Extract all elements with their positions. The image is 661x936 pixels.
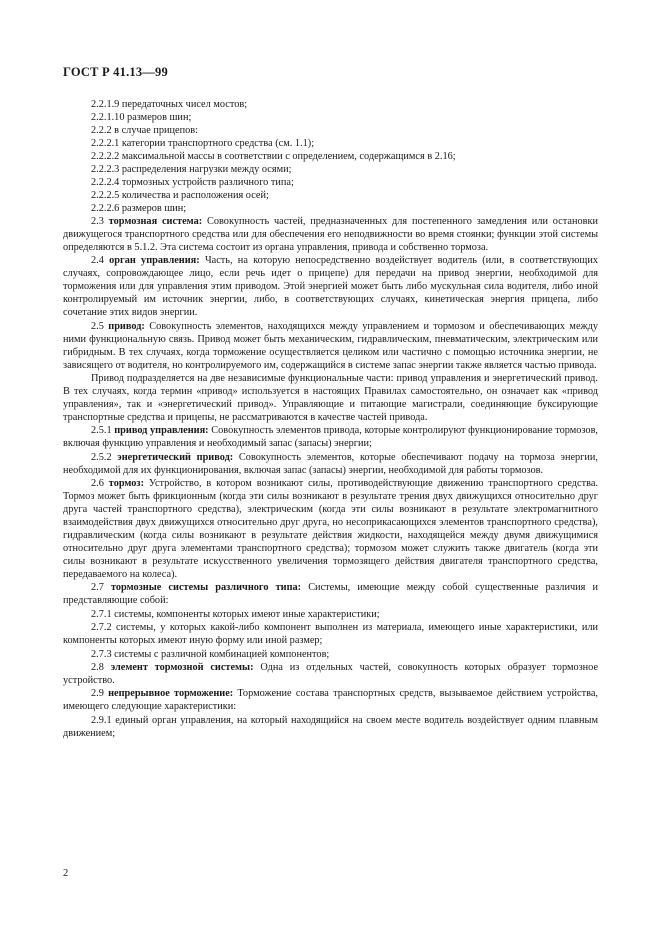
page-number: 2 [63,868,69,879]
defined-term: энергетический привод: [117,451,234,463]
defined-term: привод: [108,320,145,332]
clause-2-8 [63,662,598,688]
clause-2-3 [63,216,598,255]
definition-text: Совокупность элементов привода, которые контролируют функционирование тормозов, включая функцию управления и необходимый запас (запасы) энергии; [63,425,599,450]
clause-2-2-2-3: 2.2.2.3 распределения нагрузки между осями; [91,163,292,175]
definition-text: Совокупность частей, предназначенных для постепенного замедления или остановки движущегося транспортного средства или для обеспечения его неподвижности во время стоянки; функции этой системы определяются в 5.1.2. Эта система состоит из органа управления, привода и собственно тормоза. [63,216,598,253]
clause-number: 2.4 [91,255,104,267]
defined-term: тормозная система: [108,216,203,228]
definition-text: Устройство, в котором возникают силы, противодействующие движению транспортного средства. Тормоз может быть фрикционным (когда эти силы возникают в результате трения двух движущихся относительно друг друга частей транспортного средства), электрическим (когда эти силы возникают в результате электромагнитного взаимодействия двух движущихся относительно друг друга, но несоприкасающихся элементов транспортного средства), гидравлическим (когда силы возникают в результате действия жидкости, находящейся между двумя движущимися относительно друг друга элементами транспортного средства); тормозом может служить также двигатель (когда эти силы возникают в результате искусственного увеличения тормозящего действия двигателя транспортного средства, передаваемого на колеса). [63,478,598,580]
clause-number: 2.3 [91,216,104,228]
clause-2-2-2-1: 2.2.2.1 категории транспортного средства (см. 1.1); [91,137,315,149]
defined-term: непрерывное торможение: [108,688,234,700]
clause-2-7-2: 2.7.2 системы, у которых какой-либо компонент выполнен из материала, имеющего иные характеристики, или компоненты которых имеют иную форму или иной размер; [63,622,598,647]
clause-number: 2.5.2 [91,451,112,463]
clause-2-7-1: 2.7.1 системы, компоненты которых имеют иные характеристики; [91,608,380,620]
definition-text: Часть, на которую непосредственно воздействует водитель (или, в соответствующих случаях, сопровождающее лицо, если речь идет о прицепе) для передачи на привод энергии, необходимой для торможения или для управления этим приводом. Этой энергией может быть либо мускульная сила водителя, либо иной контролируемый им источник энергии, либо, в соответствующих случаях, кинетическая энергия прицепа, либо сочетание этих видов энергии. [63,255,599,319]
clause-number: 2.9 [91,688,104,700]
document-code-header: ГОСТ Р 41.13—99 [63,65,168,79]
definition-text: Одна из отдельных частей, совокупность которых образует тормозное устройство. [63,661,599,686]
defined-term: привод управления: [114,425,209,437]
clause-number: 2.5.1 [91,425,112,437]
clause-2-9-1: 2.9.1 единый орган управления, на который находящийся на своем месте водитель воздействует одним плавным движением; [63,714,598,739]
definition-text: Торможение состава транспортных средств, вызываемое действием устройства, имеющего следующие характеристики: [63,688,598,713]
clause-2-2-2: 2.2.2 в случае прицепов: [91,124,198,136]
clause-2-5 [63,321,598,373]
clause-number: 2.8 [91,661,104,673]
defined-term: элемент тормозной системы: [110,661,254,673]
defined-term: тормозные системы различного типа: [110,582,302,594]
clause-number: 2.6 [91,478,104,490]
clause-2-9 [63,688,598,714]
clause-2-7-3: 2.7.3 системы с различной комбинацией компонентов; [91,648,330,660]
defined-term: орган управления: [109,255,200,267]
clause-2-2-2-2: 2.2.2.2 максимальной массы в соответствии с определением, содержащимся в 2.16; [91,150,456,162]
clause-2-4 [63,255,598,320]
definition-text: Совокупность элементов, находящихся между управлением и тормозом и обеспечивающих между ними функциональную связь. Привод может быть механическим, гидравлическим, пневматическим, электрическим или гибридным. В тех случаях, когда торможение осуществляется целиком или частично с помощью источника энергии, не зависящего от водителя, но контролируемого им, содержащийся в системе запас энергии также является частью привода. [63,320,599,371]
definition-text: Совокупность элементов, которые обеспечивают подачу на тормоза энергии, необходимой для их функционирования, включая запас (запасы) энергии, необходимой для работы тормозов. [63,451,598,476]
clause-2-5-1 [63,425,598,451]
clause-2-7 [63,582,598,608]
clause-number: 2.7 [91,582,104,594]
document-body [63,99,598,741]
clause-2-2-1-10: 2.2.1.10 размеров шин; [91,111,192,123]
clause-2-6 [63,478,598,582]
definition-text: Системы, имеющие между собой существенные различия и представляющие собой: [63,582,598,607]
clause-2-2-2-4: 2.2.2.4 тормозных устройств различного типа; [91,176,294,188]
clause-number: 2.5 [91,320,104,332]
clause-2-2-1-9: 2.2.1.9 передаточных чисел мостов; [91,99,248,110]
clause-2-2-2-5: 2.2.2.5 количества и расположения осей; [91,189,269,201]
clause-2-2-2-6: 2.2.2.6 размеров шин; [91,202,187,214]
clause-2-5-subdivision: Привод подразделяется на две независимые функциональные части: привод управления и энергетический привод. В тех случаях, когда термин «привод» используется в настоящих Правилах самостоятельно, он означает как «привод управления», так и «энергетический привод». Управляющие и питающие магистрали, соединяющие буксирующие транспортные средства и прицепы, не рассматриваются в качестве частей привода. [63,373,598,423]
defined-term: тормоз: [108,478,145,490]
clause-2-5-2 [63,452,598,478]
